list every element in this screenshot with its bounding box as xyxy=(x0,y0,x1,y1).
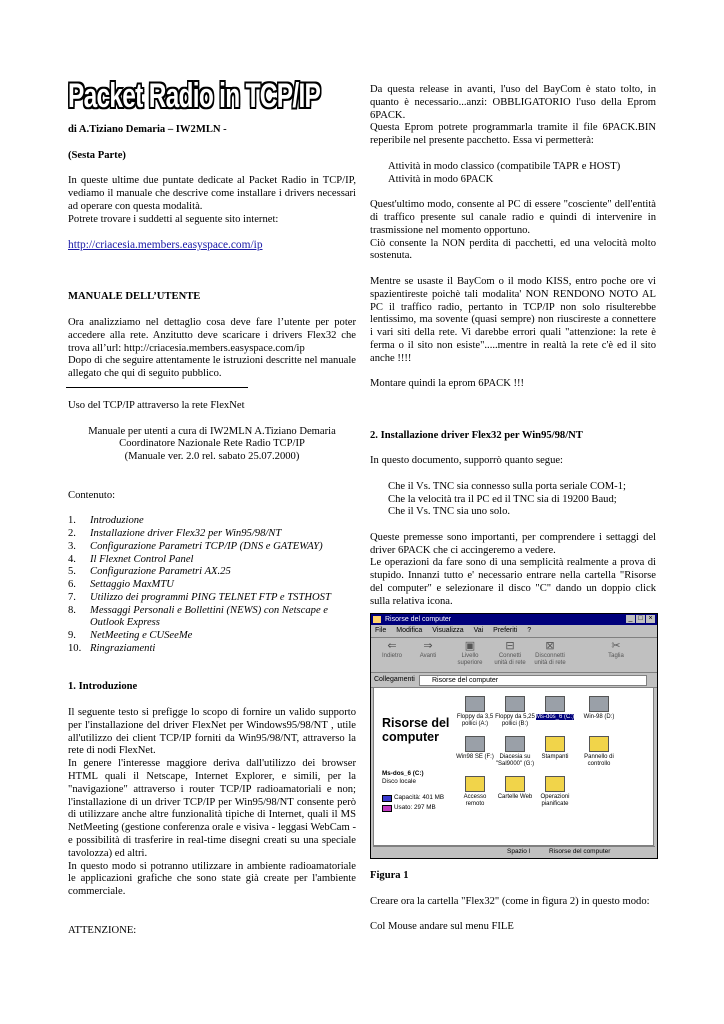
drive-icon-label: Pannello di controllo xyxy=(584,754,614,767)
list-item: 2. Installazione driver Flex32 per Win95/98/NT xyxy=(68,527,282,539)
create-folder-paragraph: Creare ora la cartella "Flex32" (come in figura 2) in questo modo: xyxy=(370,895,650,907)
menu-item[interactable]: Preferiti xyxy=(493,627,518,634)
attention-label: ATTENZIONE: xyxy=(68,924,137,936)
drive-icon-item[interactable] xyxy=(534,696,576,721)
dialup-folder-icon xyxy=(465,776,485,792)
close-icon[interactable]: × xyxy=(646,615,655,623)
drive-icon-item[interactable] xyxy=(494,696,536,727)
drive-icon-label: Win-98 (D:) xyxy=(583,714,615,720)
figure-caption-area xyxy=(370,870,656,934)
back-button[interactable]: ⇐ Indietro xyxy=(381,640,402,659)
hard-drive-icon xyxy=(589,696,609,712)
menu-item[interactable]: ? xyxy=(527,627,532,634)
site-link[interactable]: http://criacesia.members.easyspace.com/ip xyxy=(68,239,263,252)
figure-caption: Figura 1 xyxy=(370,870,409,881)
contents-list xyxy=(68,515,356,656)
condition-1: Che il Vs. TNC sia connesso sulla porta seriale COM-1; xyxy=(388,480,626,492)
computer-icon xyxy=(373,616,381,623)
part-label: (Sesta Parte) xyxy=(68,149,126,161)
folder-view xyxy=(373,687,654,846)
operations-paragraph: Le operazioni da fare sono di una semplicità realmente a prova di stupido. Innanzi tutto e' necessario entrare nella cartella "Risorse del computer" e selezionare il disco "C" dando un doppio click sulla relativa icona. xyxy=(370,557,656,607)
maximize-icon[interactable]: □ xyxy=(636,615,645,623)
credit-line-2: Coordinatore Nazionale Rete Radio TCP/IP xyxy=(119,438,305,450)
packet-loss-paragraph: Ciò consente la NON perdita di pacchetti, ed una velocità molto sostenuta. xyxy=(370,237,656,262)
back-arrow-icon: ⇐ xyxy=(387,640,397,652)
printer-folder-icon xyxy=(545,736,565,752)
scheduled-tasks-folder-icon xyxy=(545,776,565,792)
menu-item[interactable]: Vai xyxy=(473,627,484,634)
list-item: 4. Il Flexnet Control Panel xyxy=(68,553,194,565)
contents-label: Contenuto: xyxy=(68,489,116,501)
manual-heading: MANUALE DELL’UTENTE xyxy=(68,291,201,303)
map-drive-button[interactable]: ⊟ Connetti unità di rete xyxy=(494,640,526,666)
cut-button[interactable]: ✂ Taglia xyxy=(608,640,624,659)
drive-icon-label: Accesso remoto xyxy=(463,794,487,807)
drive-icon-label: Cartelle Web xyxy=(497,794,533,800)
drive-icon-item[interactable] xyxy=(454,736,496,761)
condition-3: Che il Vs. TNC sia uno solo. xyxy=(388,506,511,518)
left-column xyxy=(68,124,356,937)
drive-icon-item[interactable] xyxy=(578,696,620,721)
manual-paragraph: Ora analizziamo nel dettaglio cosa deve fare l’utente per poter accedere alla rete. Anzitutto deve scaricare i drivers Flex32 che trova all’url: http://criacesia.members.easyspace.com/ip xyxy=(68,316,356,354)
menu-item[interactable]: Visualizza xyxy=(432,627,464,634)
drive-icon-item[interactable] xyxy=(534,776,576,807)
drive-icon-label: Diacesia su "Sal9000" (G:) xyxy=(495,754,535,767)
premises-paragraph: Queste premesse sono importanti, per comprendere i settaggi del driver 6PACK che ci accingeremo a vedere. xyxy=(370,531,656,556)
web-folder-icon xyxy=(505,776,525,792)
menu-item[interactable]: Modifica xyxy=(396,627,423,634)
introduction-paragraph-1: Il seguente testo si prefigge lo scopo di fornire un valido supporto per l'installazione del driver FlexNet per Windows95/98/NT , utile all'utilizzo dei client TCP/IP forniti da Win95/98/NT, attraverso la rete di nodi FlexNet. xyxy=(68,707,356,757)
section-2-intro: In questo documento, supporrò quanto segue: xyxy=(370,455,564,467)
right-column xyxy=(370,84,656,609)
toolbar xyxy=(371,638,657,673)
introduction-paragraph-3: In questo modo si potranno utilizzare in ambiente radioamatoriale le applicazioni grafiche che sono state già create per l'ambiente commerciale. xyxy=(68,860,356,898)
forward-arrow-icon: ⇒ xyxy=(423,640,433,652)
list-item: 9. NetMeeting e CUSeeMe xyxy=(68,630,193,642)
list-item: 7. Utilizzo dei programmi PING TELNET FTP e TSTHOST xyxy=(68,591,331,603)
figure-screenshot xyxy=(370,613,658,859)
mode-item-2: Attività in modo 6PACK xyxy=(388,173,494,185)
sidebar-title: Risorse del computer xyxy=(382,716,450,744)
disconnect-drive-icon: ⊠ xyxy=(545,640,555,652)
mouse-instruction: Col Mouse andare sul menu FILE xyxy=(370,921,514,933)
title: Packet Radio in TCP/IP xyxy=(68,77,321,115)
map-drive-icon: ⊟ xyxy=(505,640,515,652)
intro-paragraph: In queste ultime due puntate dedicate al Packet Radio in TCP/IP, vediamo il manuale che descrive come installare i drivers necessari ad operare con questa modalità. xyxy=(68,175,356,212)
address-label: Collegamenti xyxy=(374,676,415,683)
window-title: Risorse del computer xyxy=(385,616,452,623)
status-bar xyxy=(373,846,655,857)
author-line: di A.Tiziano Demaria – IW2MLN - xyxy=(68,124,227,135)
list-item: 1. Introduzione xyxy=(68,515,144,527)
drive-icon-label: Operazioni pianificate xyxy=(540,794,570,807)
eprom-instruction: Montare quindi la eprom 6PACK !!! xyxy=(370,378,525,390)
baycom-paragraph: Mentre se usaste il BayCom o il modo KISS, entro poche ore vi spazientireste poichè tali modalita' NON RENDONO NOTO AL PC il traffico radio, pertanto in TCP/IP non solo risulterebbe lentissimo, ma sovente (quasi sempre) non riuscireste a connettere i vari siti della rete. Vi darebbe errori quali "attenzione: la rete è ferma o il sito non esiste".....mentre in realtà la rete c'è ed il sito anche !!!! xyxy=(370,275,656,364)
sidebar xyxy=(374,688,450,845)
floppy-drive-icon xyxy=(505,696,525,712)
list-item: 5. Configurazione Parametri AX.25 xyxy=(68,566,231,578)
network-drive-icon xyxy=(505,736,525,752)
selected-drive-type: Disco locale xyxy=(382,778,416,785)
capacity-label: Capacità: 401 MB xyxy=(394,794,445,801)
use-line: Uso del TCP/IP attraverso la rete FlexNet xyxy=(68,399,245,411)
floppy-drive-icon xyxy=(465,696,485,712)
list-item: 3. Configurazione Parametri TCP/IP (DNS e GATEWAY) xyxy=(68,540,323,552)
drive-icon-item[interactable] xyxy=(578,736,620,767)
selected-drive-name: Ms-dos_6 (C:) xyxy=(382,770,424,777)
drive-icon-label: Floppy da 3,5 pollici (A:) xyxy=(456,714,494,727)
list-item: 8. Messaggi Personali e Bollettini (NEWS) con Netscape e Outlook Express xyxy=(68,604,329,629)
drive-icon-item[interactable] xyxy=(454,696,496,727)
manual-paragraph-2: Dopo di che seguire attentamente le istruzioni descritte nel manuale allegato che qui di seguito pubblico. xyxy=(68,355,356,380)
intro-paragraph-2: Potrete trovare i suddetti al seguente sito internet: xyxy=(68,213,279,225)
used-swatch xyxy=(382,805,392,812)
menu-bar xyxy=(371,625,657,638)
section-2-heading: 2. Installazione driver Flex32 per Win95/98/NT xyxy=(370,429,583,441)
status-right: Risorse del computer xyxy=(549,848,611,855)
drive-icon-item[interactable] xyxy=(494,736,536,767)
cut-icon: ✂ xyxy=(611,640,621,652)
drive-icon-label: Stampanti xyxy=(541,754,569,760)
divider xyxy=(66,387,248,388)
release-paragraph: Da questa release in avanti, l'uso del BayCom è stato tolto, in quanto è necessario...anzi: OBBLIGATORIO l'uso della Eprom 6PACK. xyxy=(370,84,656,121)
used-label: Usato: 297 MB xyxy=(394,804,436,811)
drive-icon-label: Floppy da 5,25 pollici (B:) xyxy=(495,714,535,727)
cdrom-drive-icon xyxy=(465,736,485,752)
menu-item[interactable]: File xyxy=(375,627,387,634)
credit-line-3: (Manuale ver. 2.0 rel. sabato 25.07.2000) xyxy=(124,451,300,463)
address-input[interactable]: Risorse del computer xyxy=(419,675,647,686)
forward-button[interactable]: ⇒ Avanti xyxy=(419,640,437,659)
credit-line-1: Manuale per utenti a cura di IW2MLN A.Tiziano Demaria xyxy=(88,425,336,437)
drive-icon-item[interactable] xyxy=(494,776,536,801)
hard-drive-icon xyxy=(545,696,565,712)
drive-icon-label: Win98 SE (F:) xyxy=(456,754,494,760)
condition-2: Che la velocità tra il PC ed il TNC sia di 19200 Baud; xyxy=(388,493,617,505)
mode-paragraph: Quest'ultimo modo, consente al PC di essere "cosciente" dell'entità di traffico presente sul canale radio e quindi di intervenire in trasmissione nel momento opportuno. xyxy=(370,199,656,236)
list-item: 6. Settaggio MaxMTU xyxy=(68,579,174,591)
address-bar xyxy=(371,673,657,688)
drive-icon-item[interactable] xyxy=(534,736,576,761)
window-titlebar xyxy=(371,614,657,625)
up-folder-icon: ▣ xyxy=(464,640,476,652)
introduction-heading: 1. Introduzione xyxy=(68,681,138,693)
capacity-swatch xyxy=(382,795,392,802)
up-level-button[interactable]: ▣ Livello superiore xyxy=(457,640,483,666)
drive-icon-item[interactable] xyxy=(454,776,496,807)
status-left: Spazio l xyxy=(507,848,531,855)
drive-icon-label: Ms-dos_6 (C:) xyxy=(535,714,574,720)
eprom-paragraph: Questa Eprom potrete programmarla tramite il file 6PACK.BIN reperibile nel presente pacchetto. Essa vi permetterà: xyxy=(370,122,656,147)
disconnect-drive-button[interactable]: ⊠ Disconnetti unità di rete xyxy=(534,640,566,666)
introduction-paragraph-2: In genere l'interesse maggiore deriva dall'utilizzo dei browser HTML quali il Netscape, Internet Explorer, e simili, per la "navigazione" attraverso i router TCP/IP radioamatoriali e non; l'installazione di un driver TCP/IP per Win95/98/NT consente però di utilizzare anche altre funzionalità tipiche di Internet, quali il MS NetMeeting (gestione conferenza orale e visiva - leggasi WebCam - e possibilità di trasferire in real-time disegni creati su una speciale tavolozza) ed altri. xyxy=(68,758,356,859)
list-item: 10. Ringraziamenti xyxy=(68,643,156,655)
control-panel-folder-icon xyxy=(589,736,609,752)
mode-item-1: Attività in modo classico (compatibile TAPR e HOST) xyxy=(388,160,621,172)
minimize-icon[interactable]: _ xyxy=(626,615,635,623)
